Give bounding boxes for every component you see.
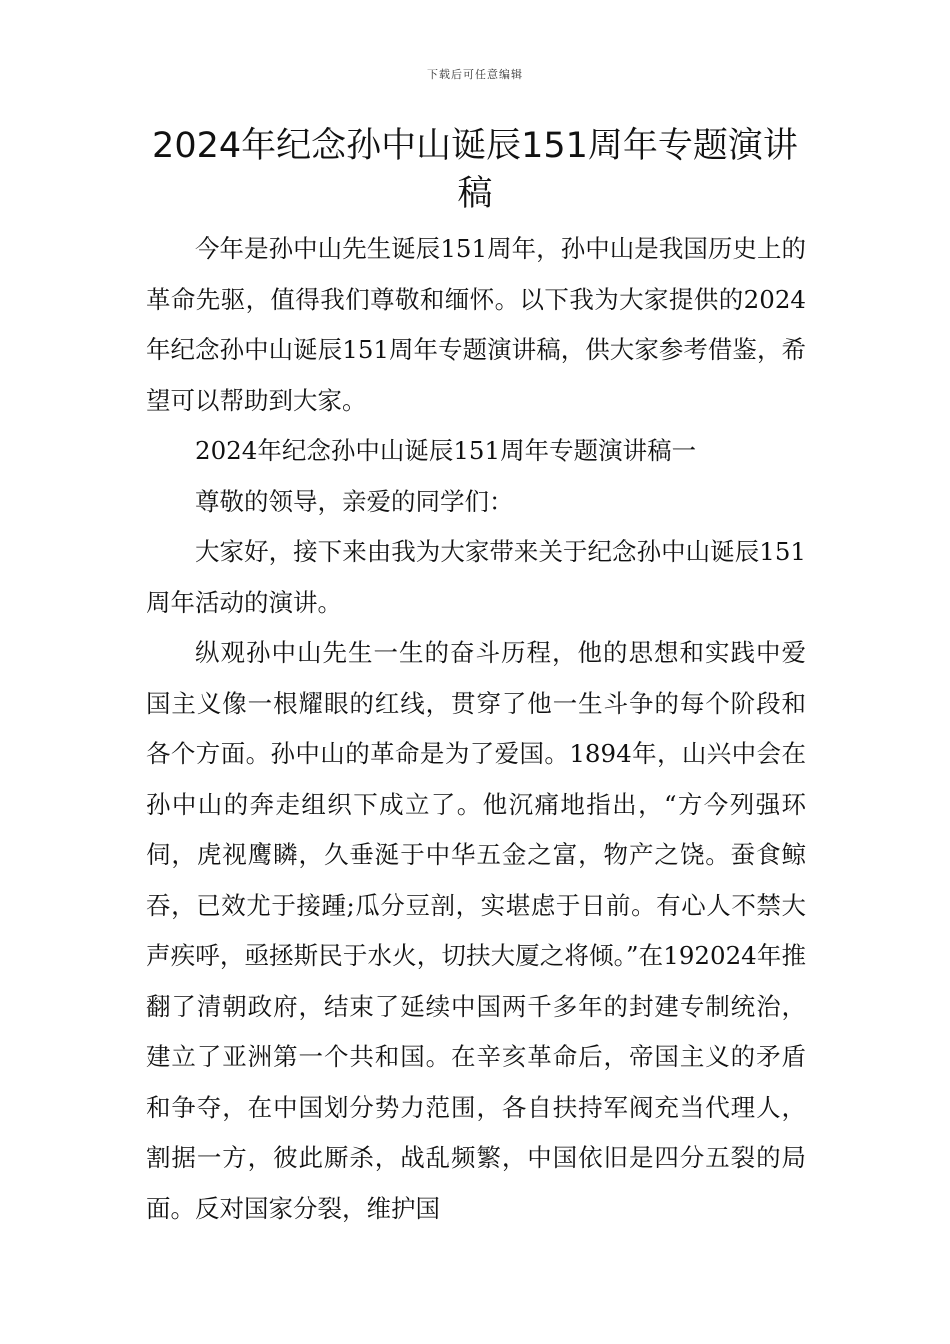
salutation: 尊敬的领导，亲爱的同学们： <box>195 486 514 516</box>
intro-paragraph: 今年是孙中山先生诞辰151周年，孙中山是我国历史上的革命先驱，值得我们尊敬和缅怀。以下我为大家提供的2024年纪念孙中山诞辰151周年专题演讲稿，供大家参考借鉴，希望可以帮助到大家。 <box>146 234 806 415</box>
section-heading: 2024年纪念孙中山诞辰151周年专题演讲稿一 <box>195 436 697 465</box>
greeting-paragraph: 大家好，接下来由我为大家带来关于纪念孙中山诞辰151周年活动的演讲。 <box>146 537 806 617</box>
document-title: 2024年纪念孙中山诞辰151周年专题演讲稿 <box>152 126 798 214</box>
document-body <box>146 224 806 1234</box>
main-paragraph: 纵观孙中山先生一生的奋斗历程，他的思想和实践中爱国主义像一根耀眼的红线，贯穿了他一生斗争的每个阶段和各个方面。孙中山的革命是为了爱国。1894年，山兴中会在孙中山的奔走组织下成立了。他沉痛地指出，“方今列强环伺，虎视鹰瞵，久垂涎于中华五金之富，物产之饶。蚕食鲸吞，已效尤于接踵;瓜分豆剖，实堪虑于日前。有心人不禁大声疾呼，亟拯斯民于水火，切扶大厦之将倾。”在192024年推翻了清朝政府，结束了延续中国两千多年的封建专制统治，建立了亚洲第一个共和国。在辛亥革命后，帝国主义的矛盾和争夺，在中国划分势力范围，各自扶持军阀充当代理人，割据一方，彼此厮杀，战乱频繁，中国依旧是四分五裂的局面。反对国家分裂，维护国 <box>146 638 806 1223</box>
header-note: 下载后可任意编辑 <box>427 68 523 81</box>
